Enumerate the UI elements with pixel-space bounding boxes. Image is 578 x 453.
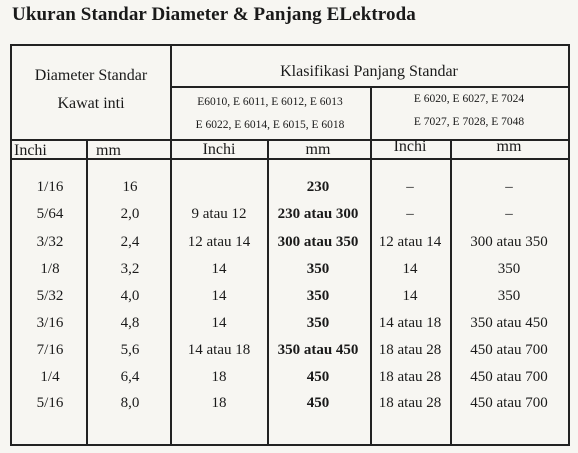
cell-group2-mm: 450 atau 700 <box>470 369 548 385</box>
cell-group2-inchi: 14 <box>402 261 418 277</box>
cell-group2-mm: 300 atau 350 <box>470 234 548 250</box>
cell-group1-inchi: 12 atau 14 <box>187 234 251 250</box>
cell-group2-mm: 450 atau 700 <box>470 342 548 358</box>
cell-group1-mm: 230 <box>306 179 330 195</box>
cell-group2-mm: – <box>505 206 513 222</box>
cell-inch: 3/16 <box>36 315 64 331</box>
divider <box>170 86 568 88</box>
cell-inch: 5/16 <box>36 395 64 411</box>
electrode-size-table <box>10 44 570 446</box>
cell-group2-mm: 350 <box>497 261 521 277</box>
cell-mm: 8,0 <box>120 395 140 411</box>
cell-group2-inchi: 18 atau 28 <box>378 342 442 358</box>
cell-group1-mm: 350 atau 450 <box>277 342 359 358</box>
cell-inch: 1/16 <box>36 179 64 195</box>
cell-mm: 2,0 <box>120 206 140 222</box>
cell-group1-mm: 350 <box>306 288 330 304</box>
cell-mm: 4,0 <box>120 288 140 304</box>
cell-group1-mm: 350 <box>306 261 330 277</box>
cell-group1-mm: 230 atau 300 <box>277 206 359 222</box>
header-inchi: Inchi <box>14 142 47 159</box>
divider <box>170 46 172 444</box>
cell-group1-inchi: 14 atau 18 <box>187 342 251 358</box>
cell-mm: 3,2 <box>120 261 140 277</box>
cell-group1-inchi: 18 <box>211 395 227 411</box>
cell-mm: 6,4 <box>120 369 140 385</box>
cell-group1-mm: 450 <box>306 395 330 411</box>
cell-group2-inchi: 18 atau 28 <box>378 369 442 385</box>
divider <box>267 139 269 444</box>
cell-inch: 1/4 <box>40 369 60 385</box>
header-group1-mm: mm <box>305 141 331 158</box>
cell-group1-mm: 450 <box>306 369 330 385</box>
cell-group2-mm: – <box>505 179 513 195</box>
divider <box>86 139 88 444</box>
cell-group2-inchi: 18 atau 28 <box>378 395 442 411</box>
header-group2-line1: E 6020, E 6027, E 7024 <box>413 93 525 105</box>
header-group2-line2: E 7027, E 7028, E 7048 <box>413 116 525 128</box>
header-klasifikasi: Klasifikasi Panjang Standar <box>280 63 458 80</box>
cell-group2-inchi: 14 <box>402 288 418 304</box>
cell-group1-inchi: 14 <box>211 288 227 304</box>
page-title: Ukuran Standar Diameter & Panjang ELektroda <box>12 4 416 25</box>
cell-group1-mm: 350 <box>306 315 330 331</box>
header-mm: mm <box>96 142 121 159</box>
cell-mm: 4,8 <box>120 315 140 331</box>
cell-inch: 5/64 <box>36 206 64 222</box>
cell-mm: 16 <box>122 179 138 195</box>
header-group2-inchi: Inchi <box>393 138 427 155</box>
cell-group1-mm: 300 atau 350 <box>277 234 359 250</box>
header-diameter-line1: Diameter Standar <box>34 67 148 84</box>
divider <box>450 139 452 444</box>
cell-group2-inchi: 12 atau 14 <box>378 234 442 250</box>
cell-group2-mm: 350 <box>497 288 521 304</box>
cell-mm: 2,4 <box>120 234 140 250</box>
cell-group2-mm: 350 atau 450 <box>470 315 548 331</box>
divider <box>12 139 568 141</box>
cell-group2-inchi: – <box>406 206 414 222</box>
header-group1-line1: E6010, E 6011, E 6012, E 6013 <box>197 96 343 108</box>
cell-group2-inchi: – <box>406 179 414 195</box>
cell-group1-inchi: 14 <box>211 315 227 331</box>
cell-mm: 5,6 <box>120 342 140 358</box>
header-group2-mm: mm <box>496 138 522 155</box>
cell-inch: 1/8 <box>40 261 60 277</box>
header-group1-line2: E 6022, E 6014, E 6015, E 6018 <box>195 119 345 131</box>
cell-group1-inchi: 14 <box>211 261 227 277</box>
cell-inch: 3/32 <box>36 234 64 250</box>
cell-group1-inchi: 18 <box>211 369 227 385</box>
cell-inch: 7/16 <box>36 342 64 358</box>
cell-group1-inchi: 9 atau 12 <box>191 206 247 222</box>
cell-group2-inchi: 14 atau 18 <box>378 315 442 331</box>
cell-group2-mm: 450 atau 700 <box>470 395 548 411</box>
cell-inch: 5/32 <box>36 288 64 304</box>
header-group1-inchi: Inchi <box>202 141 236 158</box>
header-diameter-line2: Kawat inti <box>57 95 125 112</box>
